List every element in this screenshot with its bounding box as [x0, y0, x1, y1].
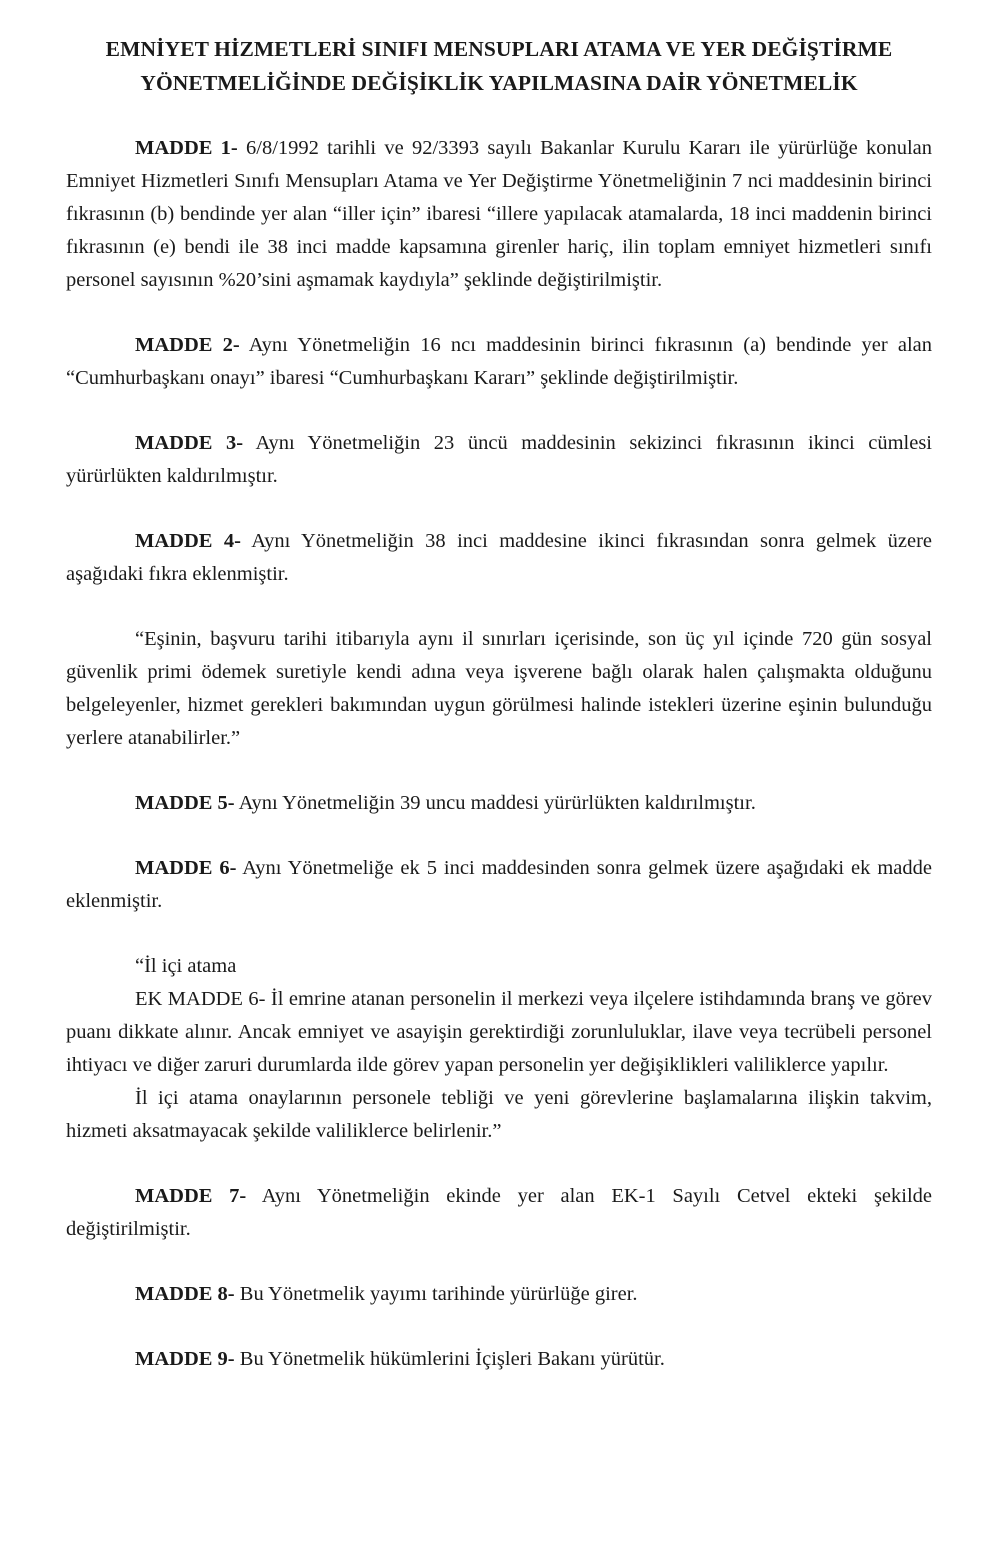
article-4: [66, 525, 932, 591]
document-title: [66, 32, 932, 100]
article-5-text: Aynı Yönetmeliğin 39 uncu maddesi yürürlükten kaldırılmıştır.: [234, 792, 756, 814]
regulation-document: [66, 32, 932, 1376]
article-3-text: Aynı Yönetmeliğin 23 üncü maddesinin sekizinci fıkrasının ikinci cümlesi yürürlükten kaldırılmıştır.: [66, 432, 932, 487]
article-4-label: MADDE 4-: [135, 530, 241, 552]
article-6-quote-paragraph-1: EK MADDE 6- İl emrine atanan personelin il merkezi veya ilçelere istihdamında branş ve görev puanı dikkate alınır. Ancak emniyet ve asayişin gerektirdiği zorunluluklar, ilave veya tecrübeli personel ihtiyacı ve diğer zaruri durumlarda ilde görev yapan personelin yer değişiklikleri valiliklerce yapılır.: [66, 988, 932, 1076]
article-8: [66, 1278, 932, 1311]
title-line-2: YÖNETMELİĞİNDE DEĞİŞİKLİK YAPILMASINA DAİR YÖNETMELİK: [140, 71, 858, 95]
article-1-text: 6/8/1992 tarihli ve 92/3393 sayılı Bakanlar Kurulu Kararı ile yürürlüğe konulan Emniyet Hizmetleri Sınıfı Mensupları Atama ve Yer Değiştirme Yönetmeliğinin 7 nci maddesinin birinci fıkrasının (b) bendinde yer alan “iller için” ibaresi “illere yapılacak atamalarda, 18 inci maddenin birinci fıkrasının (e) bendi ile 38 inci madde kapsamına girenler hariç, ilin toplam emniyet hizmetleri sınıfı personel sayısının %20’sini aşmamak kaydıyla” şeklinde değiştirilmiştir.: [66, 137, 932, 291]
article-2-text: Aynı Yönetmeliğin 16 ncı maddesinin birinci fıkrasının (a) bendinde yer alan “Cumhurbaşkanı onayı” ibaresi “Cumhurbaşkanı Kararı” şeklinde değiştirilmiştir.: [66, 334, 933, 389]
article-7-label: MADDE 7-: [135, 1185, 247, 1207]
article-7: [66, 1180, 932, 1246]
article-3-label: MADDE 3-: [135, 432, 244, 454]
article-6-quote-paragraph-2: İl içi atama onaylarının personele tebliği ve yeni görevlerine başlamalarına ilişkin takvim, hizmeti aksatmayacak şekilde valiliklerce belirlenir.”: [66, 1087, 932, 1142]
article-2-label: MADDE 2-: [135, 334, 240, 356]
article-9: [66, 1343, 932, 1376]
article-9-label: MADDE 9-: [135, 1348, 235, 1370]
article-8-text: Bu Yönetmelik yayımı tarihinde yürürlüğe girer.: [234, 1283, 638, 1305]
article-6-quote-heading: “İl içi atama: [135, 955, 237, 977]
article-5-label: MADDE 5-: [135, 792, 235, 814]
title-line-1: EMNİYET HİZMETLERİ SINIFI MENSUPLARI ATAMA VE YER DEĞİŞTİRME: [105, 37, 893, 61]
article-4-text: Aynı Yönetmeliğin 38 inci maddesine ikinci fıkrasından sonra gelmek üzere aşağıdaki fıkra eklenmiştir.: [66, 530, 932, 585]
article-2: [66, 329, 932, 395]
article-1-label: MADDE 1-: [135, 137, 238, 159]
article-1: [66, 132, 932, 297]
article-6: [66, 852, 932, 918]
article-6-text: Aynı Yönetmeliğe ek 5 inci maddesinden sonra gelmek üzere aşağıdaki ek madde eklenmiştir.: [66, 857, 933, 912]
article-5: [66, 787, 932, 820]
article-9-text: Bu Yönetmelik hükümlerini İçişleri Bakanı yürütür.: [234, 1348, 665, 1370]
article-7-text: Aynı Yönetmeliğin ekinde yer alan EK-1 Sayılı Cetvel ekteki şekilde değiştirilmiştir.: [66, 1185, 933, 1240]
article-3: [66, 427, 932, 493]
article-8-label: MADDE 8-: [135, 1283, 235, 1305]
article-6-label: MADDE 6-: [135, 857, 237, 879]
article-4-quote: “Eşinin, başvuru tarihi itibarıyla aynı il sınırları içerisinde, son üç yıl içinde 720 gün sosyal güvenlik primi ödemek suretiyle kendi adına veya işverene bağlı olarak halen çalışmakta olduğunu belgeleyenler, hizmet gerekleri bakımından uygun görülmesi halinde istekleri üzerine eşinin bulunduğu yerlere atanabilirler.”: [66, 628, 932, 749]
